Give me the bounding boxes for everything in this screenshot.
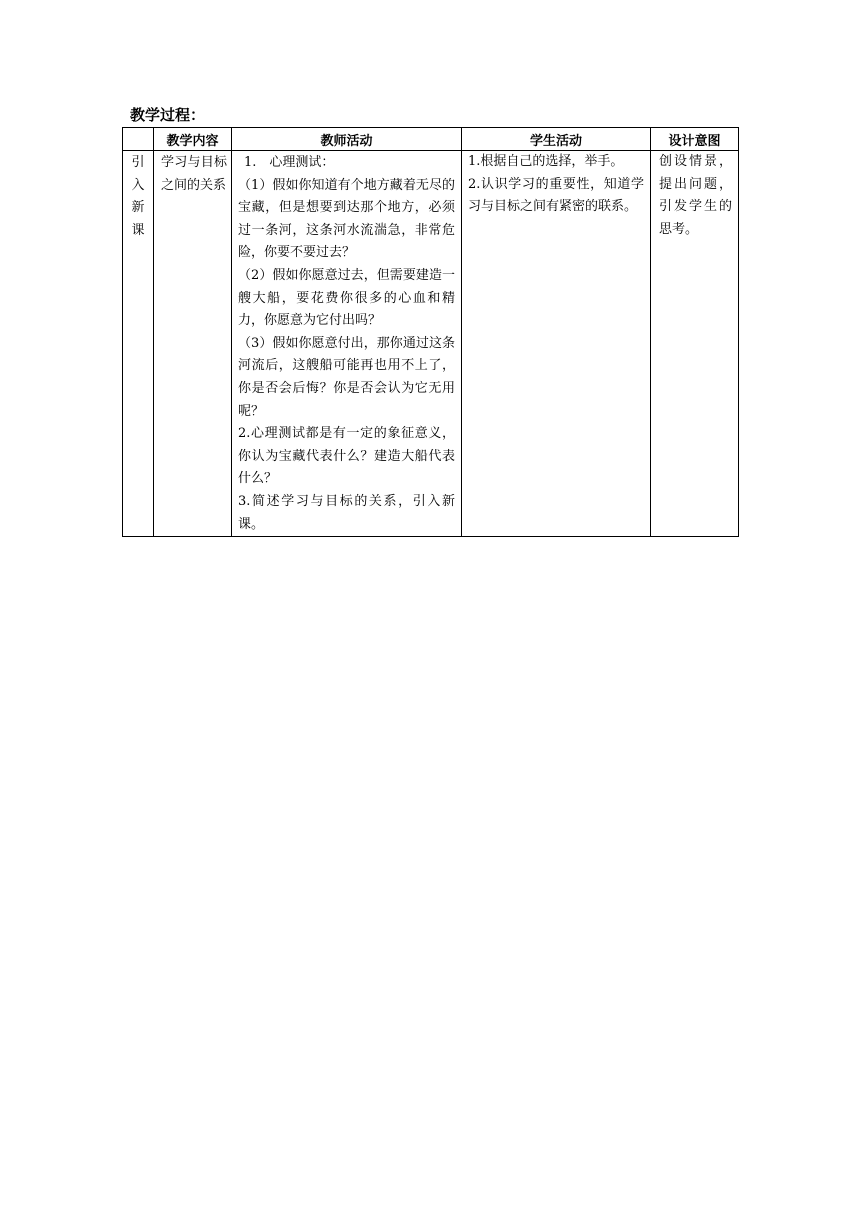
teacher-activity-line: （3）假如你愿意付出，那你通过这条河流后，这艘船可能再也用不上了，你是否会后悔？你是否会认为它无用呢？ [238,335,455,419]
teacher-activity-line: （1）假如你知道有个地方藏着无尽的宝藏，但是想要到达那个地方，必须过一条河，这条河水流湍急，非常危险，你要不要过去？ [238,177,455,261]
header-design-intent: 设计意图 [651,128,739,151]
teacher-activity-line: （2）假如你愿意过去，但需要建造一艘大船，要花费你很多的心血和精力，你愿意为它付出吗？ [238,267,455,329]
teacher-activity-cell [232,151,462,537]
teacher-activity-line: 1. 心理测试： [244,155,335,170]
student-activity-line: 1.根据自己的选择，举手。 [468,154,624,169]
header-stage [123,128,154,151]
student-activity-line: 2.认识学习的重要性，知道学习与目标之间有紧密的联系。 [468,176,644,215]
stage-cell [123,151,154,537]
header-content: 教学内容 [154,128,232,151]
teaching-process-table [122,127,739,537]
stage-char: 新 [131,200,145,216]
table-row [123,151,739,537]
student-activity-cell [462,151,651,537]
content-cell: 学习与目标之间的关系 [154,151,232,537]
stage-char: 引 [131,155,145,170]
header-teacher-activity: 教师活动 [232,128,462,151]
teacher-activity-line: 3.简述学习与目标的关系，引入新课。 [238,493,455,532]
section-title: 教学过程： [130,106,206,124]
design-intent-cell: 创设情景，提出问题，引发学生的思考。 [651,151,739,537]
table-header-row [123,128,739,151]
stage-char: 课 [131,222,145,238]
stage-char: 入 [131,177,145,193]
teacher-activity-line: 2.心理测试都是有一定的象征意义，你认为宝藏代表什么？建造大船代表什么？ [238,426,455,487]
header-student-activity: 学生活动 [462,128,651,151]
